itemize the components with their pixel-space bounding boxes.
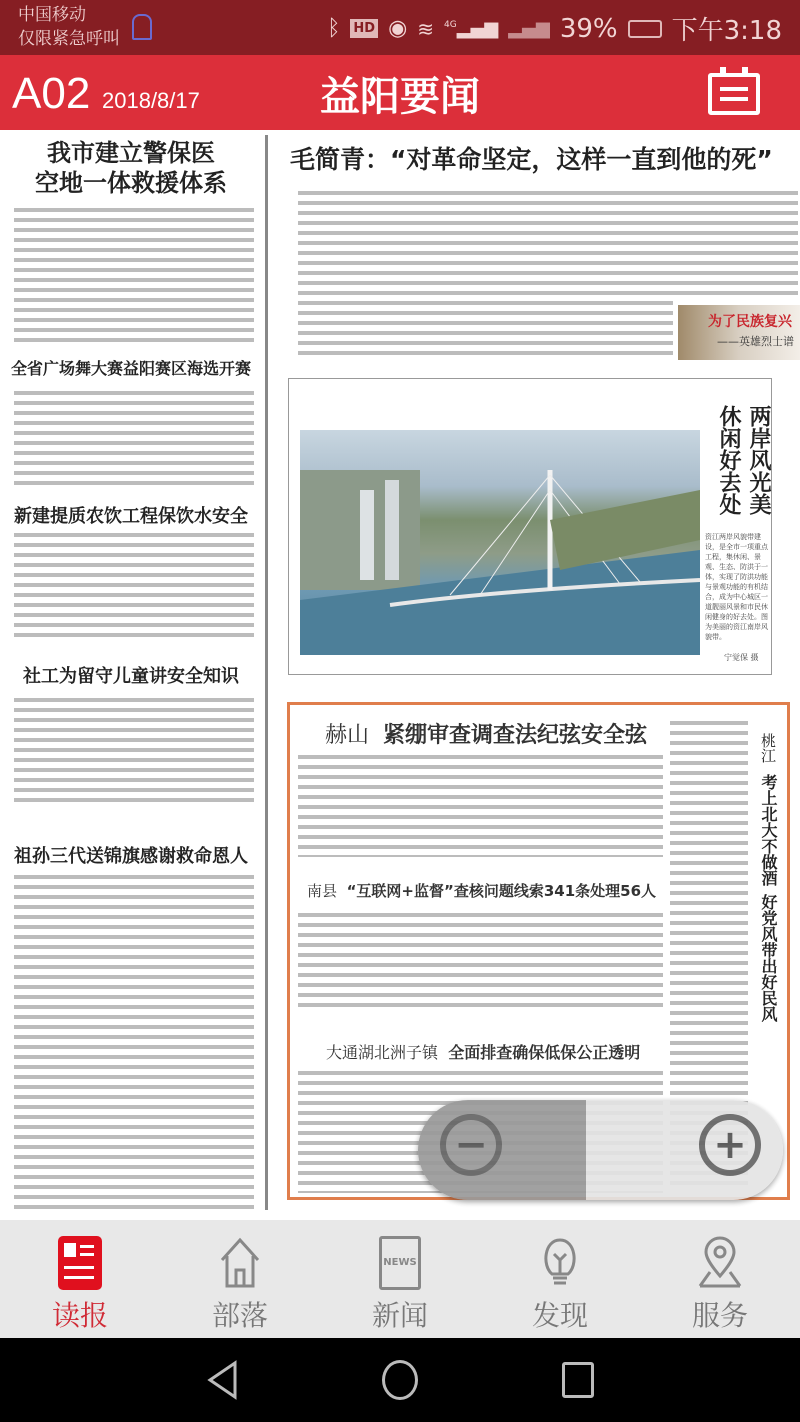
article-headline[interactable] [307,880,656,901]
status-bar [0,0,800,55]
article-body [14,872,254,1212]
calendar-icon[interactable] [708,73,760,115]
article-headline[interactable]: 新建提质农饮工程保饮水安全 [14,506,248,527]
signal-2-icon: ▂▄▆ [508,18,550,39]
issue-date[interactable]: 2018/8/17 [102,88,200,113]
article-body [298,910,663,1010]
photo-caption: 资江两岸风貌带建设，是全市一项重点工程，集休闲、景观、生态、防洪于一体，实现了防洪功能与景观功能的有机结合，成为中心城区一道靓丽风景和市民休闲健身的好去处。图为美丽的资江南岸风貌带。 [705,533,768,641]
zoom-in-icon: + [713,1122,747,1168]
house-icon [216,1236,264,1290]
article-body [298,188,798,298]
battery-level: 39% [559,13,618,44]
banner-title: 为了民族复兴 [708,314,792,330]
article-body [14,530,254,640]
article-headline[interactable] [326,1040,640,1063]
headline-place: 大通湖北洲子镇 [326,1043,439,1062]
back-icon[interactable] [205,1360,239,1400]
wifi-icon: ≋ [417,16,435,41]
lightbulb-icon [536,1236,584,1290]
bottom-nav [0,1220,800,1338]
bridge-photo[interactable] [300,430,700,655]
series-banner-image[interactable] [678,305,800,360]
page-number[interactable]: A02 [12,69,91,118]
zoom-in-button[interactable] [699,1114,761,1176]
nav-label: 服务 [691,1299,748,1332]
article-body [298,298,673,358]
photo-credit: 宁觉保 摄 [724,653,759,662]
zoom-controls [418,1100,783,1200]
article-headline[interactable]: 社工为留守儿童讲安全知识 [23,666,239,687]
section-title: 益阳要闻 [320,74,480,120]
column-divider [265,135,268,1210]
nav-label: 读报 [51,1299,108,1332]
clock: 下午3:18 [671,16,782,46]
home-icon[interactable] [382,1360,418,1400]
headline-place: 南县 [307,882,338,900]
headline-place: 赫山 [325,723,370,748]
system-nav-bar [0,1338,800,1422]
side-article-headline[interactable]: 考上北大不做酒 [759,774,778,886]
nav-item-discover[interactable] [480,1220,640,1338]
headline-text: 紧绷审查调查法纪弦安全弦 [383,723,648,748]
feature-title: 两岸风光美 [746,405,771,515]
nav-label: 部落 [211,1299,268,1332]
headline-text: “互联网+监督”查核问题线索341条处理56人 [346,882,657,900]
nav-item-tribe[interactable] [160,1220,320,1338]
banner-subtitle: ——英雄烈士谱 [717,335,794,348]
carrier-name: 中国移动 [18,5,86,25]
bridge-illustration [300,430,700,655]
notification-icon [132,14,152,40]
carrier-status: 仅限紧急呼叫 [18,29,120,49]
headline-line: 空地一体救援体系 [35,169,227,197]
nav-label: 发现 [531,1299,588,1332]
article-headline[interactable] [325,718,647,749]
newspaper-icon [58,1236,102,1290]
feature-title: 休闲好去处 [716,405,741,515]
article-body [14,205,254,345]
app-header [0,55,800,130]
battery-icon [628,20,662,38]
article-headline[interactable]: 全省广场舞大赛益阳赛区海选开赛 [10,359,251,378]
zoom-out-button[interactable] [440,1114,502,1176]
main-headline[interactable]: 毛简青：“对革命坚定，这样一直到他的死” [290,145,773,174]
nav-label: 新闻 [371,1299,428,1332]
headline-text: 全面排查确保低保公正透明 [448,1043,641,1062]
article-headline[interactable] [0,138,262,198]
zoom-out-icon: − [454,1122,488,1168]
bluetooth-icon: ᛒ [327,16,341,41]
recents-icon[interactable] [562,1362,594,1398]
nav-item-service[interactable] [640,1220,800,1338]
eye-icon: ◉ [388,16,408,41]
side-article-headline[interactable]: 好党风带出好民风 [759,894,778,1022]
news-icon: NEWS [379,1236,421,1290]
network-type: 4G [444,20,457,30]
nav-item-news[interactable] [320,1220,480,1338]
location-pin-icon [696,1236,744,1290]
side-article-place: 桃江 [759,733,777,763]
article-body [14,388,254,488]
headline-line: 我市建立警保医 [47,139,215,167]
signal-icon: $^{4G}$▂▄▆ [444,18,499,39]
hd-icon: HD [350,19,378,38]
article-headline[interactable]: 祖孙三代送锦旗感谢救命恩人 [14,846,248,867]
article-body [298,752,663,857]
nav-item-read-paper[interactable] [0,1220,160,1338]
article-body [14,695,254,805]
